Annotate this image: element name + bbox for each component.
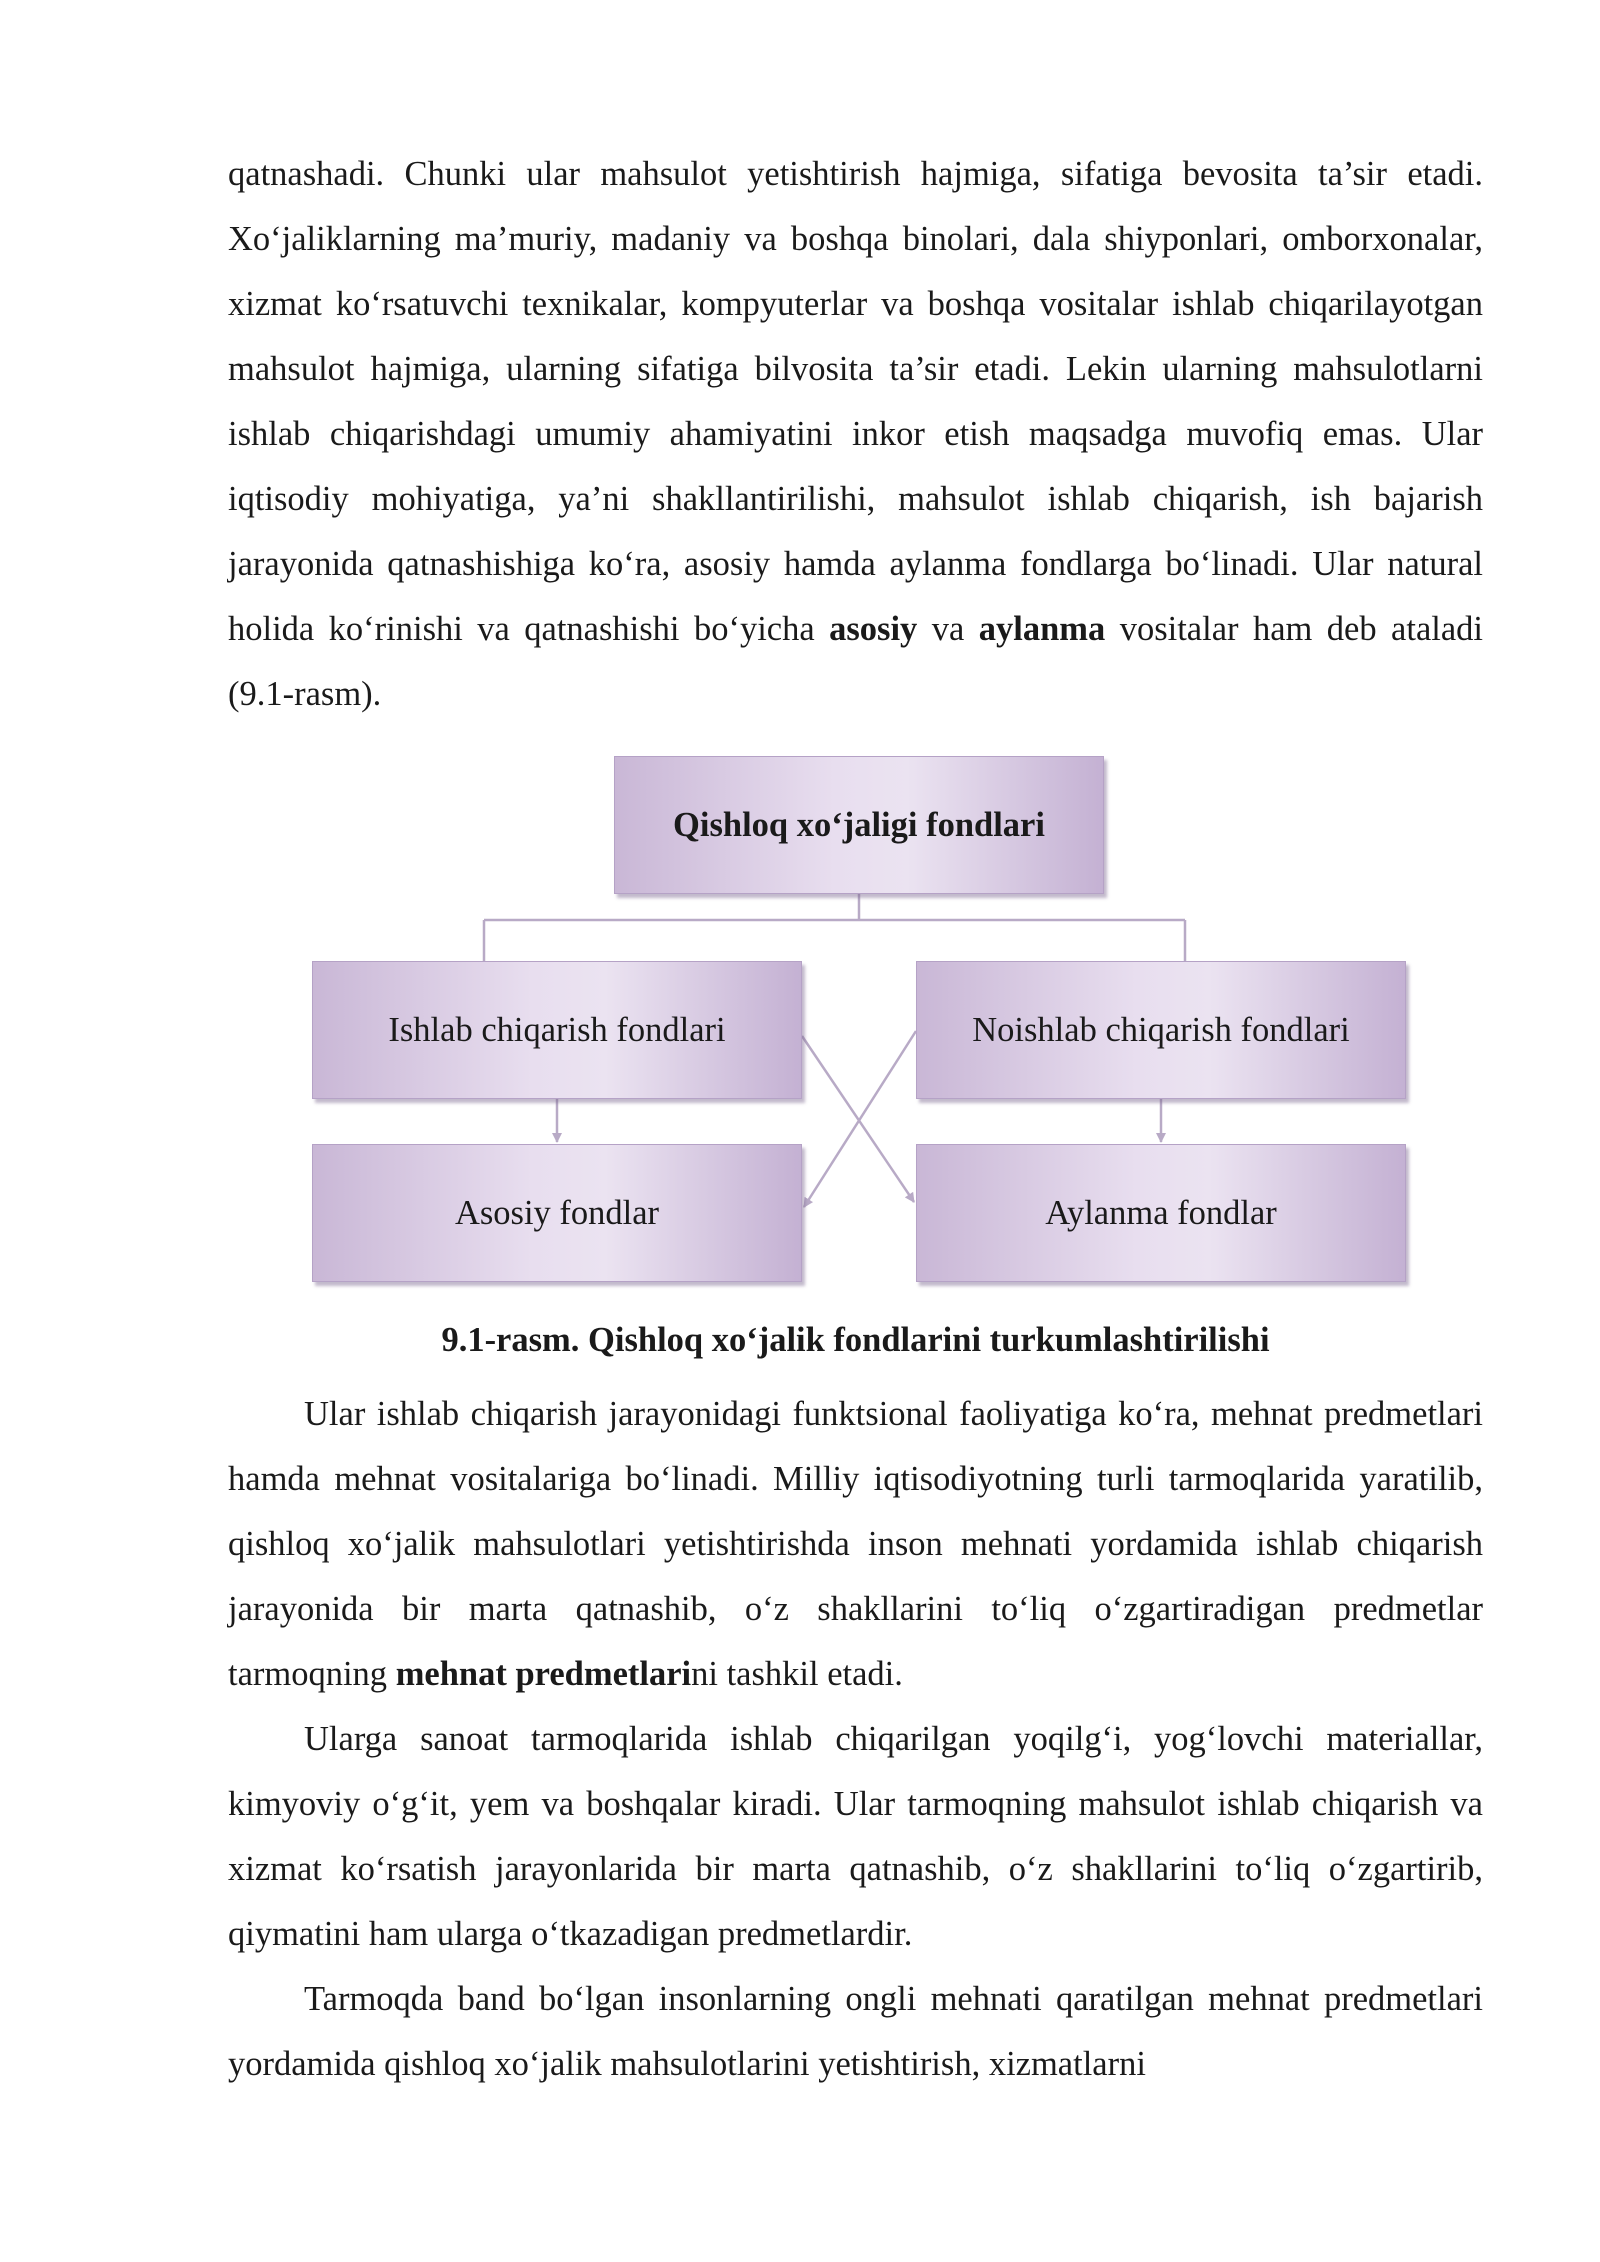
term-mehnat-predmetlari: mehnat predmetlari xyxy=(395,1655,692,1693)
funds-classification-diagram xyxy=(228,756,1483,1312)
term-aylanma: aylanma xyxy=(978,610,1106,648)
box-asosiy-fondlar: Asosiy fondlar xyxy=(312,1144,802,1282)
document-page xyxy=(228,142,1483,2097)
paragraph-3: Ularga sanoat tarmoqlarida ishlab chiqarilgan yoqilg‘i, yog‘lovchi materiallar, kimyoviy o‘g‘it, yem va boshqalar kiradi. Ular tarmoqning mahsulot ishlab chiqarish va xizmat ko‘rsatish jarayonlarida bir marta qatnashib, o‘z shakllarini to‘liq o‘zgartirib, qiymatini ham ularga o‘tkazadigan predmetlardir. xyxy=(228,1720,1483,1953)
paragraph-1-text-a: qatnashadi. Chunki ular mahsulot yetishtirish hajmiga, sifatiga bevosita ta’sir etadi. Xo‘jaliklarning ma’muriy, madaniy va boshqa binolari, dala shiyponlari, omborxonalar, xizmat ko‘rsatuvchi texnikalar, kompyuterlar va boshqa vositalar ishlab chiqarilayotgan mahsulot hajmiga, ularning sifatiga bilvosita ta’sir etadi. Lekin ularning mahsulotlarni ishlab chiqarishdagi umumiy ahamiyatini inkor etish maqsadga muvofiq emas. Ular iqtisodiy mohiyatiga, ya’ni shakllantirilishi, mahsulot ishlab chiqarish, ish bajarish jarayonida qatnashishiga ko‘ra, asosiy hamda aylanma fondlarga bo‘linadi. Ular natural holida ko‘rinishi va qatnashishi bo‘yicha xyxy=(228,155,1483,648)
paragraph-1-text-c: vositalar ham deb ataladi (9.1-rasm). xyxy=(228,610,1483,713)
paragraph-2-text-b: ni tashkil etadi. xyxy=(691,1655,903,1693)
paragraph-2 xyxy=(228,1382,1483,1707)
paragraph-2-text-a: Ular ishlab chiqarish jarayonidagi funktsional faoliyatiga ko‘ra, mehnat predmetlari hamda mehnat vositalariga bo‘linadi. Milliy iqtisodiyotning turli tarmoqlarida yaratilib, qishloq xo‘jalik mahsulotlari yetishtirishda inson mehnati yordamida ishlab chiqarish jarayonida bir marta qatnashib, o‘z shakllarini to‘liq o‘zgartiradigan predmetlar tarmoqning xyxy=(228,1395,1483,1693)
paragraph-4: Tarmoqda band bo‘lgan insonlarning ongli mehnati qaratilgan mehnat predmetlari yordamida qishloq xo‘jalik mahsulotlarini yetishtirish, xizmatlarni xyxy=(228,1980,1483,2083)
paragraph-1-text-b: va xyxy=(917,610,979,648)
box-ishlab-chiqarish-fondlari: Ishlab chiqarish fondlari xyxy=(312,961,802,1099)
term-asosiy: asosiy xyxy=(829,610,918,648)
connector-top-to-mid xyxy=(484,894,1185,961)
box-noishlab-chiqarish-fondlari: Noishlab chiqarish fondlari xyxy=(916,961,1406,1099)
box-qishloq-xojaligi-fondlari: Qishloq xo‘jaligi fondlari xyxy=(614,756,1104,894)
figure-caption: 9.1-rasm. Qishloq xo‘jalik fondlarini turkumlashtirilishi xyxy=(441,1321,1270,1359)
box-aylanma-fondlar: Aylanma fondlar xyxy=(916,1144,1406,1282)
paragraph-1 xyxy=(228,142,1483,727)
